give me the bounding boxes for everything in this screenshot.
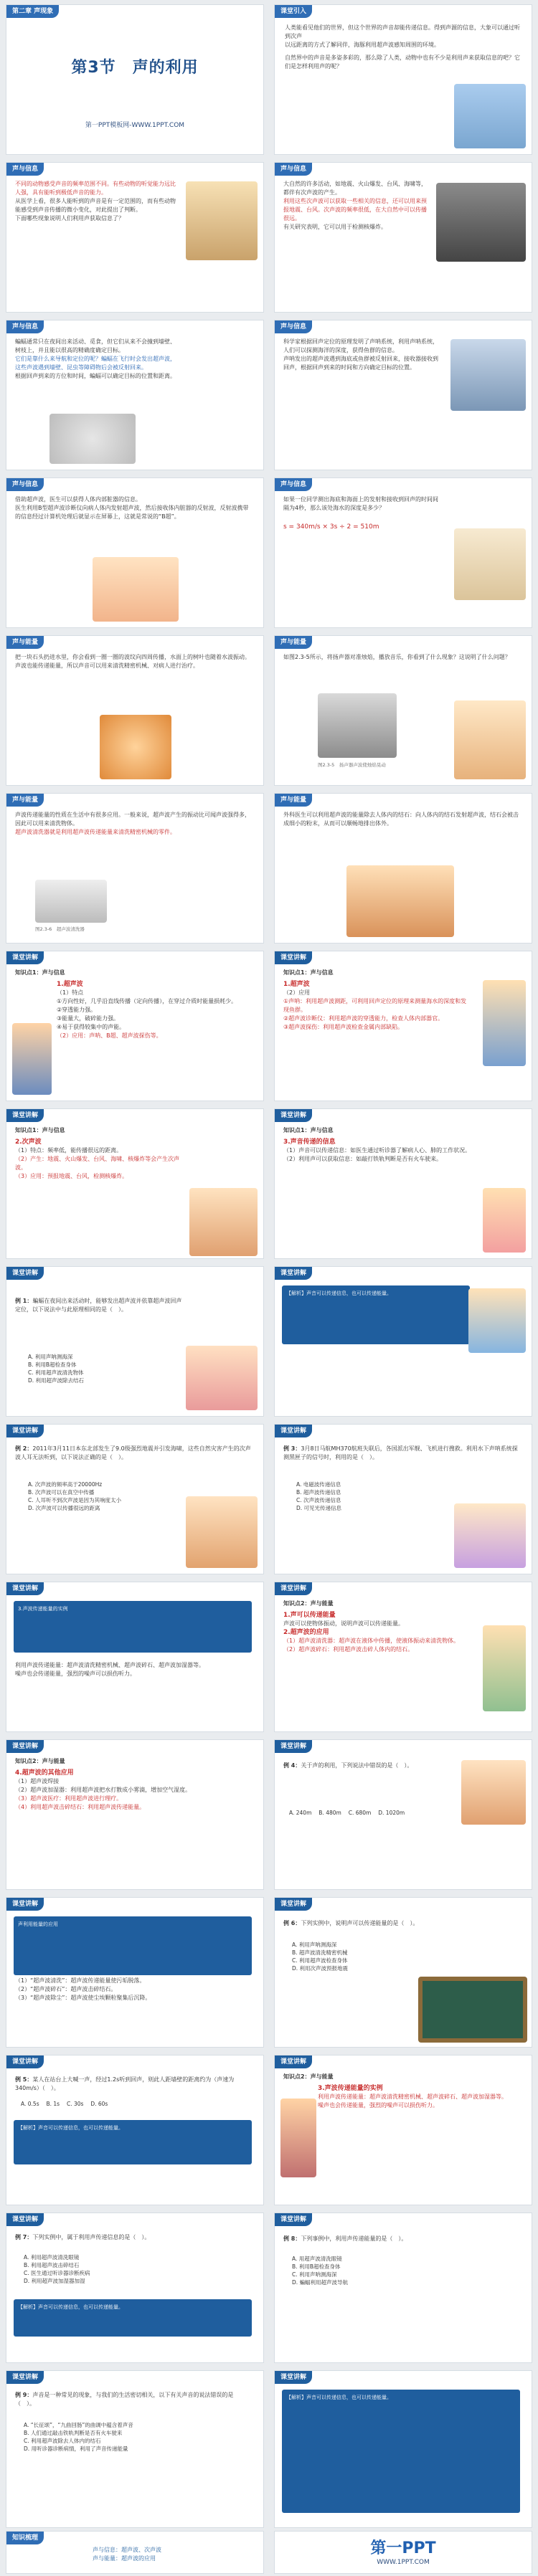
text-block xyxy=(283,653,520,662)
slide-header: 课堂讲解 xyxy=(275,2371,312,2384)
slide-explanation xyxy=(274,2370,532,2528)
analysis-text: 3.声波传递能量的实例 xyxy=(18,1606,68,1612)
option: B. 利用B超检查身体 xyxy=(28,1361,77,1368)
text-line: （2）“超声波碎石”：超声波击碎结石。 xyxy=(15,1986,117,1992)
text-line: （1）声音可以传递信息：如医生通过听诊器了解病人心、肺的工作状况。 xyxy=(283,1147,471,1154)
speaker-candle-image xyxy=(318,693,397,758)
text-block xyxy=(283,1611,470,1654)
option: A. 0.5s xyxy=(21,2101,39,2107)
slide-header: 课堂讲解 xyxy=(6,1582,44,1595)
slide-example-4 xyxy=(274,1424,532,1574)
slide-energy-3 xyxy=(6,793,264,944)
slide-header: 知识梳理 xyxy=(6,2532,44,2544)
option: A. “长征颂”，“九曲回肠”的曲调中蕴含着声音 xyxy=(24,2422,133,2428)
option: A. 240m xyxy=(289,1810,312,1816)
slide-header: 课堂讲解 xyxy=(275,1267,312,1280)
example-label: 例 2： xyxy=(15,1445,33,1452)
option: B. 人们通过敲击铁轨判断是否有火车驶来 xyxy=(24,2430,123,2436)
text-line: 2.超声波的应用 xyxy=(283,1629,329,1636)
text-line: 科学家根据回声定位的原理发明了声呐系统，利用声呐系统，人们可以探测海洋的深度，获得鱼群的信息。 xyxy=(283,338,438,353)
option: A. 次声波的频率高于20000Hz xyxy=(28,1481,103,1488)
options xyxy=(292,2255,348,2286)
slide-header: 课堂讲解 xyxy=(6,2371,44,2384)
text-block xyxy=(283,980,470,1032)
option: C. 利用超声波清洗物体 xyxy=(28,1369,84,1376)
option: C. 680m xyxy=(348,1810,372,1816)
slide-lecture-5 xyxy=(6,1582,264,1732)
text-line: 4.超声波的其他应用 xyxy=(15,1769,74,1777)
slide-header: 声与能量 xyxy=(275,636,312,649)
slide-header: 课堂讲解 xyxy=(6,1109,44,1122)
text-line: 1.声可以传递能量 xyxy=(283,1612,336,1619)
slide-energy-4 xyxy=(274,793,532,944)
analysis-text: 【解析】声音可以传递信息，也可以传递能量。 xyxy=(18,2304,123,2310)
option: D. 可见光传递信息 xyxy=(296,1505,342,1511)
slide-cover xyxy=(6,4,264,155)
student-figure xyxy=(461,1760,526,1825)
boy-image xyxy=(100,715,171,779)
slide-header: 课堂讲解 xyxy=(275,1582,312,1595)
text-line: 下面哪些现象说明人们利用声获取信息了？ xyxy=(15,215,124,222)
slide-header: 声与能量 xyxy=(6,636,44,649)
text-block xyxy=(15,811,252,837)
slide-example-7 xyxy=(274,1897,532,2048)
slide-title: 第3节 声的利用 xyxy=(71,59,199,77)
text-line: （3）应用：预报地震、台风，检测核爆炸。 xyxy=(15,1173,128,1179)
text-line: 把一块石头扔进水里，你会看到一圈一圈的波纹向四周传播，水面上的树叶也随着水波振动。 xyxy=(15,654,250,660)
teacher-figure xyxy=(483,1625,526,1711)
text-line: （1）超声波清洗器：超声波在液体中传播，使液体振动来清洗物体。 xyxy=(283,1638,460,1644)
text-line: （2）产生：地震、火山爆发、台风、海啸、核爆炸等会产生次声波。 xyxy=(15,1156,180,1171)
girl-image xyxy=(454,700,526,779)
knowledge-point: 知识点2：声与能量 xyxy=(283,2073,334,2080)
text-block xyxy=(285,24,522,71)
text-block xyxy=(15,495,252,521)
text-line: 超声波清洗器就是利用超声波传递能量来清洗精密机械的零件。 xyxy=(15,829,176,835)
text-line: 利用这些次声波可以获取一些相关的信息，还可以用来预报地震、台风。次声波的频率很低，在大自然中可以传播很远。 xyxy=(283,198,427,222)
text-block xyxy=(283,180,427,232)
text-line: （4）利用超声波击碎结石：利用超声波传递能量。 xyxy=(15,1804,146,1810)
text-line: 1.超声波 xyxy=(57,981,83,988)
text-line: 如图2.3-5所示，将扬声器对准烛焰，播放音乐，你看到了什么现象？这说明了什么问题？ xyxy=(283,654,511,660)
text-block xyxy=(15,1661,252,1678)
slide-header: 课堂讲解 xyxy=(275,2213,312,2226)
slide-header: 课堂讲解 xyxy=(6,1267,44,1280)
slide-header: 声与信息 xyxy=(6,320,44,333)
slide-header: 课堂讲解 xyxy=(6,1425,44,1437)
text-line: 蝙蝠通常只在夜间出来活动、觅食，但它们从来不会撞到墙壁、树枝上，并且能以很高的精确度确定目标。 xyxy=(15,338,176,353)
ultrasonic-cleaner-image xyxy=(35,880,107,923)
slide-example-10 xyxy=(274,2213,532,2363)
slide-header: 课堂讲解 xyxy=(6,951,44,964)
analysis-text: 【解析】声音可以传递信息，也可以传递能量。 xyxy=(18,2125,123,2131)
slide-info-5 xyxy=(6,477,264,628)
example-label: 例 7： xyxy=(15,2234,33,2240)
slide-header: 声与信息 xyxy=(6,478,44,491)
slide-header: 声与信息 xyxy=(275,320,312,333)
text-line: 医生利用B型超声波诊断仪向病人体内发射超声波，然后接收体内脏器的反射波，反射波携带的信息经过计算机处理后就显示在屏幕上，这就是常说的“B超”。 xyxy=(15,505,249,520)
girl-studying-image xyxy=(93,557,179,622)
text-line: 自然界中的声音是多姿多彩的，那么除了人类，动物中也有不少是利用声来获取信息的吧？它们是怎样利用声的呢？ xyxy=(285,54,520,70)
analysis-text: 声利用能量的应用 xyxy=(18,1921,58,1927)
knowledge-point: 知识点1：声与信息 xyxy=(283,969,334,976)
text-block xyxy=(15,1977,252,2002)
question-text: 声音是一种常见的现象，与我们的生活密切相关，以下有关声音的说法错误的是（ ）。 xyxy=(15,2392,234,2407)
text-block xyxy=(283,811,520,828)
slide-energy-1 xyxy=(6,635,264,786)
slide-info-4 xyxy=(274,320,532,470)
logo-text: 第一PPT xyxy=(370,2539,436,2557)
kids-figure xyxy=(189,1188,258,1256)
text-line: （2）应用 xyxy=(283,989,311,996)
options xyxy=(21,2100,108,2108)
option: A. 利用声呐测海深 xyxy=(28,1354,73,1360)
options xyxy=(28,1353,84,1384)
text-line: ③超声波探伤：利用超声波检查金属内部缺陷。 xyxy=(283,1024,404,1030)
slide-header: 课堂讲解 xyxy=(6,2055,44,2068)
slide-lecture-2 xyxy=(274,951,532,1101)
example-label: 例 5： xyxy=(15,2076,33,2083)
question xyxy=(15,2233,187,2242)
slide-example-8 xyxy=(6,2055,264,2205)
slide-example-6 xyxy=(6,1897,264,2048)
text-block xyxy=(15,1769,252,1812)
text-line: 借助超声波，医生可以获得人体内部脏器的信息。 xyxy=(15,496,141,503)
text-block xyxy=(15,180,180,223)
text-line: 根据回声到来的方位和时间，蝙蝠可以确定目标的位置和距离。 xyxy=(15,373,176,379)
option: B. 1s xyxy=(46,2101,60,2107)
slide-header: 第二章 声现象 xyxy=(6,5,59,18)
slide-info-3 xyxy=(6,320,264,470)
teacher-figure xyxy=(280,2099,316,2177)
text-line: 从医学上看，很多人能听到的声音是有一定范围的，而有些动物能感受到声音传播的微小变化，对此提出了判断。 xyxy=(15,198,176,213)
figure-caption: 图2.3-6 超声波清洗器 xyxy=(35,926,85,932)
options xyxy=(296,1481,341,1512)
question-text: 某人在站台上大喊一声，经过1.2s听到回声，则此人距墙壁的距离约为（声速为340m/s）（ ）。 xyxy=(15,2076,235,2091)
slide-header: 课堂讲解 xyxy=(6,2213,44,2226)
figure-caption: 图2.3-5 扬声器声波使烛焰晃动 xyxy=(318,762,386,768)
slide-example-9 xyxy=(6,2213,264,2363)
logo-url: WWW.1PPT.COM xyxy=(377,2559,430,2566)
slide-header: 声与能量 xyxy=(275,794,312,807)
example-label: 例 4： xyxy=(283,1762,301,1769)
example-label: 例 8： xyxy=(283,2235,301,2242)
text-line: 噪声也会传递能量，强烈的噪声可以损伤听力。 xyxy=(318,2102,438,2109)
options xyxy=(24,2421,133,2453)
option: D. 次声波可以传播很远的距离 xyxy=(28,1505,100,1511)
option: C. 次声波传递信息 xyxy=(296,1497,341,1503)
text-line: 如果一位同学测出海底和海面上的发射和接收到回声的时间间隔为4秒，那么该处海水的深度是多少？ xyxy=(283,496,438,511)
question-text: 关于声的利用，下列说法中错误的是（ ）。 xyxy=(301,1762,413,1769)
analysis-box xyxy=(14,1601,252,1653)
blackboard xyxy=(418,1977,527,2043)
question xyxy=(283,1445,520,1462)
text-line: （2）利用声可以获取信息：如敲打铁轨判断是否有火车驶来。 xyxy=(283,1156,443,1162)
analysis-box xyxy=(282,1285,470,1344)
slide-summary xyxy=(6,2531,264,2574)
slide-header: 课堂讲解 xyxy=(275,1109,312,1122)
slide-header: 声与信息 xyxy=(275,163,312,176)
text-line: ②穿透能力强。 xyxy=(57,1007,97,1013)
text-line: （1）特点：频率低，能传播很远的距离。 xyxy=(15,1147,123,1154)
text-line: 声波传递能量的性质在生活中有很多应用。一般来说，超声波产生的振动比可闻声波强得多，因此可以用来清洗物体。 xyxy=(15,812,250,827)
option: C. 利用超声波检查身体 xyxy=(292,1957,348,1964)
text-line: 以远距离的方式了解同伴，海豚利用超声波感知周围的环境。 xyxy=(285,42,440,48)
student-figure xyxy=(483,980,526,1066)
analysis-box xyxy=(282,2390,520,2513)
option: D. 用听诊器诊断病情，利用了声音传递能量 xyxy=(24,2446,128,2452)
text-line: （2）应用：声呐、B超、超声波探伤等。 xyxy=(57,1032,162,1039)
option: B. 利用超声波击碎结石 xyxy=(24,2262,80,2268)
kids-figure xyxy=(468,1288,526,1353)
question-text: 下列事例中，利用声传递能量的是（ ）。 xyxy=(301,2235,407,2242)
slide-header: 课堂讲解 xyxy=(275,1898,312,1911)
slide-example-11 xyxy=(6,2370,264,2528)
analysis-text: 【解析】声音可以传递信息，也可以传递能量。 xyxy=(286,1291,392,1296)
slide-example-1 xyxy=(6,1266,264,1417)
text-line: ①方向性好，几乎沿直线传播（定向传播），在穿过介质时能量损耗少。 xyxy=(57,998,237,1004)
example-label: 例 9： xyxy=(15,2392,33,2398)
slide-header: 声与信息 xyxy=(275,478,312,491)
slide-header: 课堂引入 xyxy=(275,5,312,18)
text-block xyxy=(283,495,441,531)
question xyxy=(15,1445,252,1462)
example-label: 例 3： xyxy=(283,1445,301,1452)
text-block xyxy=(283,338,441,372)
option: D. 60s xyxy=(90,2101,108,2107)
option: D. 利用次声波预报地震 xyxy=(292,1965,349,1972)
slide-header: 声与能量 xyxy=(6,794,44,807)
option: D. 1020m xyxy=(378,1810,405,1816)
teacher-image xyxy=(454,528,526,600)
volcano-image xyxy=(436,183,526,262)
text-line: 声呐发出的超声波遇到海底或鱼群被反射回来，接收器接收到回声，根据回声到来的时间和方向确定目标的位置。 xyxy=(283,356,438,371)
text-block xyxy=(57,980,258,1040)
student-figure xyxy=(454,1503,526,1568)
text-line: 3.声音传递的信息 xyxy=(283,1139,336,1146)
text-line: （2）超声波加湿器：利用超声波把水打散成小雾滴，增加空气湿度。 xyxy=(15,1787,192,1793)
thinking-girl xyxy=(186,1346,258,1410)
slide-example-2 xyxy=(274,1266,532,1417)
text-block xyxy=(318,2084,526,2110)
slide-lecture-4 xyxy=(274,1108,532,1259)
option: C. 30s xyxy=(66,2101,84,2107)
analysis-box xyxy=(14,1916,252,1975)
dolphin-image xyxy=(454,84,526,148)
text-line: 声波可以使物体振动，说明声波可以传递能量。 xyxy=(283,1620,404,1627)
option: B. 利用B超检查身体 xyxy=(292,2263,341,2270)
formula-text: s = 340m/s × 3s ÷ 2 = 510m xyxy=(283,523,379,531)
analysis-box xyxy=(14,2299,252,2337)
text-line: 它们是靠什么来导航和定位的呢？蝙蝠在飞行时会发出超声波，这些声波遇到墙壁、昆虫等障碍物后会被反射回来。 xyxy=(15,356,176,371)
site-url: 第一PPT模板网-WWW.1PPT.COM xyxy=(85,122,185,129)
slide-energy-2 xyxy=(274,635,532,786)
text-line: （2）超声波碎石：利用超声波击碎人体内的结石。 xyxy=(283,1646,414,1653)
option: C. 医生通过听诊器诊断疾病 xyxy=(24,2270,90,2276)
knowledge-point: 知识点2：声与能量 xyxy=(283,1600,334,1607)
option: B. 次声波可以在真空中传播 xyxy=(28,1489,95,1496)
option: B. 超声波清洗精密机械 xyxy=(292,1949,348,1956)
text-line: ④易于获得较集中的声能。 xyxy=(57,1024,126,1030)
option: C. 人耳听不到次声波是因为其响度太小 xyxy=(28,1497,122,1503)
text-block xyxy=(93,2546,161,2563)
slide-intro xyxy=(274,4,532,155)
text-line: （1）特点 xyxy=(57,989,84,996)
text-line: ③能量大，破碎能力强。 xyxy=(57,1015,120,1022)
option: D. 利用超声波除去结石 xyxy=(28,1377,85,1384)
text-line: （1）超声波焊接 xyxy=(15,1778,60,1784)
option: A. 电磁波传递信息 xyxy=(296,1481,341,1488)
question-text: 下列实例中，说明声可以传递能量的是（ ）。 xyxy=(301,1920,419,1926)
text-line: 2.次声波 xyxy=(15,1139,42,1146)
slide-logo xyxy=(274,2531,532,2574)
bat-echo-image xyxy=(49,414,136,464)
slide-lecture-6 xyxy=(274,1582,532,1732)
example-label: 例 1： xyxy=(15,1298,33,1304)
text-line: 外科医生可以利用超声波的能量除去人体内的结石：向人体内的结石发射超声波，结石会被击成细小的粉末，从而可以顺畅地排出体外。 xyxy=(283,812,519,827)
knowledge-point: 知识点1：声与信息 xyxy=(283,1127,334,1133)
question-text: 2011年3月11日本东北部发生了9.0级强烈地震并引发海啸，这些自然灾害产生的次声波人耳无法听到，以下说法正确的是（ ）。 xyxy=(15,1445,251,1460)
text-line: 声与信息：超声波、次声波 xyxy=(93,2547,161,2553)
question xyxy=(15,1297,187,1314)
knowledge-point: 知识点2：声与能量 xyxy=(15,1758,65,1764)
text-line: 声波也能传递能量，所以声音可以用来清洗精密机械、对病人进行治疗。 xyxy=(15,662,199,669)
text-line: 3.声波传递能量的实例 xyxy=(318,2085,383,2092)
slide-header: 课堂讲解 xyxy=(275,1425,312,1437)
option: A. 用超声波清洗眼镜 xyxy=(292,2256,342,2262)
knowledge-point: 知识点1：声与信息 xyxy=(15,1127,65,1133)
text-block xyxy=(15,338,180,381)
options xyxy=(292,1941,348,1972)
question xyxy=(283,1919,448,1928)
slide-lecture-3 xyxy=(6,1108,264,1259)
question-text: 蝙蝠在夜间出来活动时，能够发出超声波并依靠超声波回声定位，以下说法中与此原理相同的是（ ）。 xyxy=(15,1298,182,1313)
option: D. 蝙蝠利用超声波导航 xyxy=(292,2279,349,2286)
text-block xyxy=(15,653,252,670)
option: A. 利用声呐测海深 xyxy=(292,1941,337,1948)
slide-header: 课堂讲解 xyxy=(6,1898,44,1911)
submarine-image xyxy=(450,339,526,411)
slide-info-2 xyxy=(274,162,532,313)
slide-example-5 xyxy=(274,1739,532,1890)
options xyxy=(24,2253,90,2285)
question-text: 3月8日马航MH370航班失联后，各国派出军舰、飞机进行搜救。利用水下声呐系统探测黑匣子的信号时，利用的是（ ）。 xyxy=(283,1445,518,1460)
reading-kid xyxy=(186,1496,258,1568)
text-line: 大自然的许多活动，如地震、火山爆发、台风、海啸等，都伴有次声波的产生。 xyxy=(283,181,427,196)
example-label: 例 6： xyxy=(283,1920,301,1926)
slide-header: 课堂讲解 xyxy=(275,1740,312,1753)
option: A. 利用超声波清洗眼镜 xyxy=(24,2254,80,2261)
teacher-figure xyxy=(12,1023,52,1095)
text-line: 有关研究表明，它可以用于检测核爆炸。 xyxy=(283,224,387,230)
text-block xyxy=(283,1138,477,1164)
option: C. 利用声呐测海深 xyxy=(292,2271,337,2278)
text-line: （3）超声波医疗：利用超声波进行理疗。 xyxy=(15,1795,123,1802)
slide-header: 课堂讲解 xyxy=(275,951,312,964)
slide-header: 声与信息 xyxy=(6,163,44,176)
text-line: ①声呐：利用超声波测距，可利用回声定位的原理来测量海水的深度和发现鱼群。 xyxy=(283,998,467,1013)
girl-figure xyxy=(483,1188,526,1253)
option: B. 480m xyxy=(318,1810,341,1816)
text-line: 人类能看见他们的世界，但这个世界的声音却能传递信息。得到声源的信息，大象可以通过听到次声 xyxy=(285,24,520,39)
text-line: 利用声波传递能量：超声波清洗精密机械、超声波碎石、超声波加湿器等。 xyxy=(15,1662,204,1668)
option: D. 利用超声波加湿器加湿 xyxy=(24,2278,85,2284)
options xyxy=(28,1481,121,1512)
analysis-text: 【解析】声音可以传递信息，也可以传递能量。 xyxy=(286,2395,392,2400)
text-line: 噪声也会传递能量，强烈的噪声可以损伤听力。 xyxy=(15,1670,136,1677)
slide-lecture-1 xyxy=(6,951,264,1101)
slide-example-3 xyxy=(6,1424,264,1574)
children-image xyxy=(186,181,258,260)
text-block xyxy=(15,1138,180,1181)
slide-lecture-7 xyxy=(6,1739,264,1890)
slide-lecture-8 xyxy=(274,2055,532,2205)
analysis-box xyxy=(14,2120,252,2164)
text-line: 1.超声波 xyxy=(283,981,310,988)
options xyxy=(289,1809,405,1817)
text-line: （3）“超声波除尘”：超声波使尘埃颗粒聚集后沉降。 xyxy=(15,1995,151,2001)
question xyxy=(283,2235,520,2243)
text-line: ②超声波诊断仪：利用超声波的穿透能力，检查人体内部器官。 xyxy=(283,1015,444,1022)
question xyxy=(15,2391,252,2408)
question xyxy=(283,1762,448,1770)
knowledge-point: 知识点1：声与信息 xyxy=(15,969,65,976)
slide-header: 课堂讲解 xyxy=(275,2055,312,2068)
option: C. 利用超声波除去人体内的结石 xyxy=(24,2438,101,2444)
slide-info-6 xyxy=(274,477,532,628)
text-line: 声与能量：超声波的应用 xyxy=(93,2555,156,2562)
question-text: 下列实例中，属于利用声传递信息的是（ ）。 xyxy=(32,2234,151,2240)
question xyxy=(15,2076,252,2093)
slide-info-1 xyxy=(6,162,264,313)
text-line: （1）“超声波清洗”：超声波传递能量使污垢脱落。 xyxy=(15,1977,146,1984)
slide-header: 课堂讲解 xyxy=(6,1740,44,1753)
text-line: 不同的动物感受声音的频率范围不同。有些动物的听觉能力远比人强，具有能听到极低声音的能力。 xyxy=(15,181,176,196)
reading-kid-image xyxy=(346,865,454,937)
text-line: 利用声波传递能量：超声波清洗精密机械、超声波碎石、超声波加湿器等。 xyxy=(318,2093,507,2100)
option: B. 超声波传递信息 xyxy=(296,1489,341,1496)
